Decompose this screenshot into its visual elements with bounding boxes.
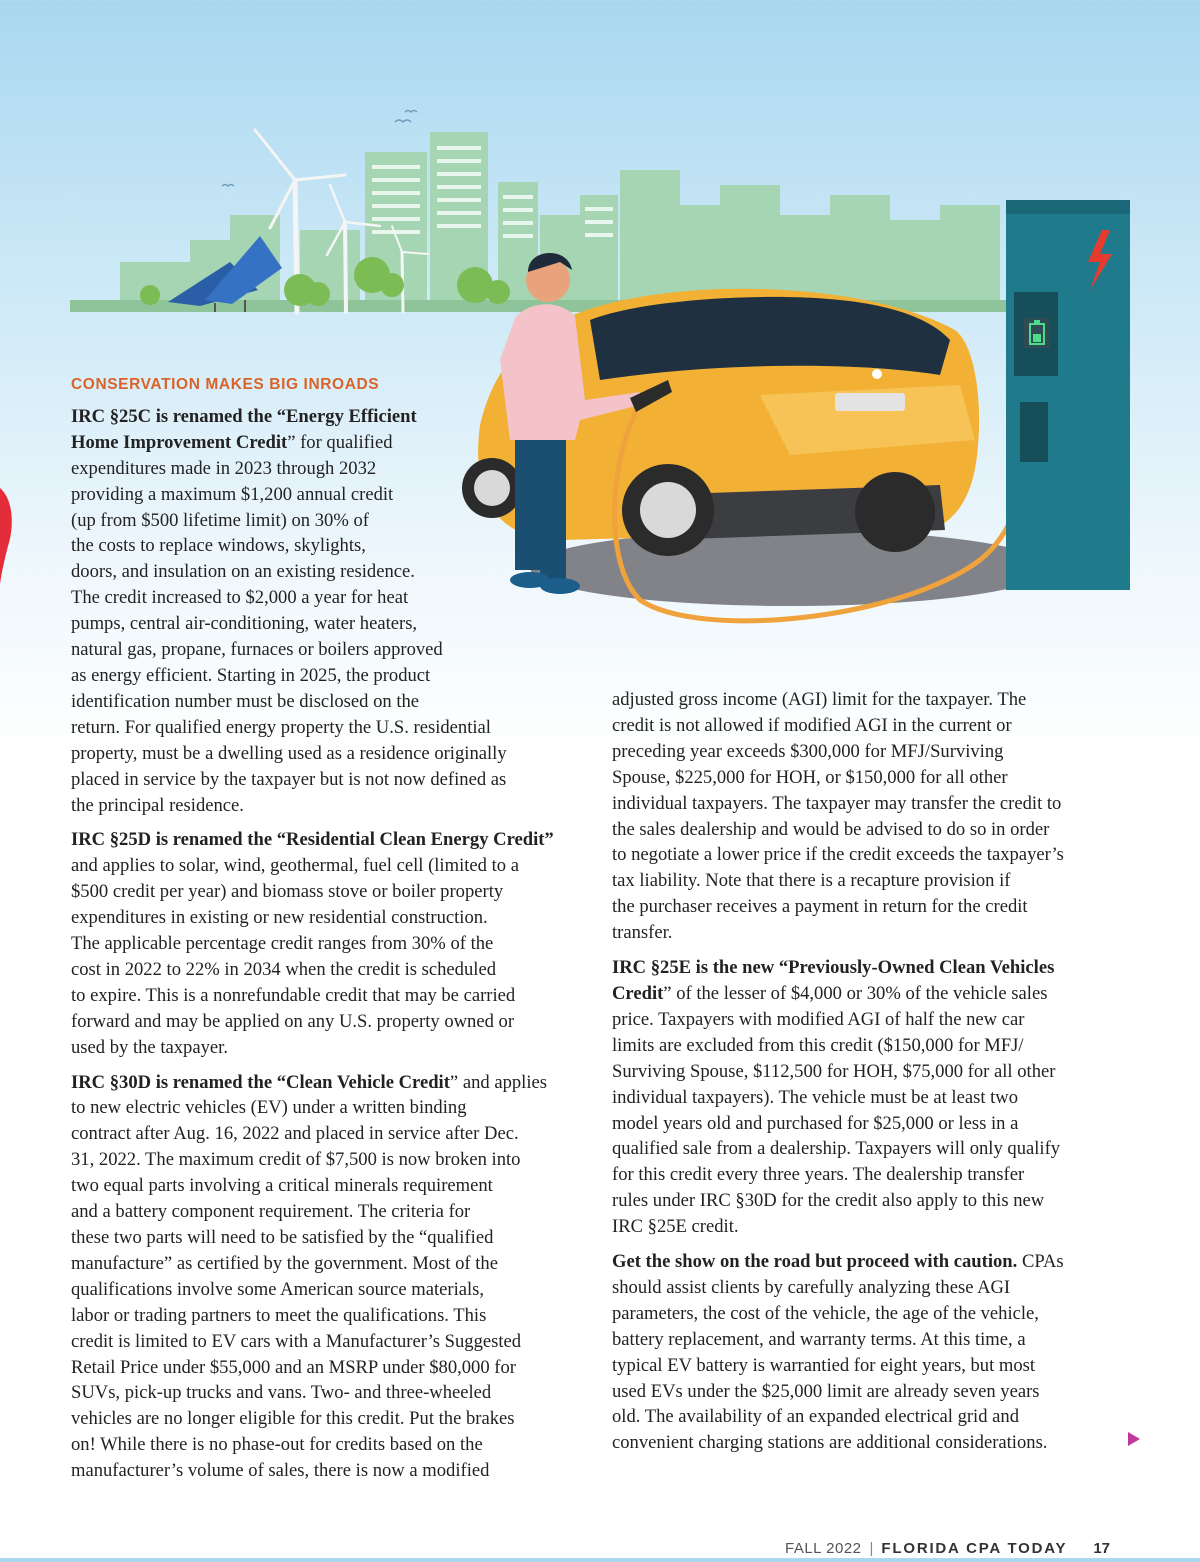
text-line: the costs to replace windows, skylights, (71, 535, 366, 557)
text-line: Credit” of the lesser of $4,000 or 30% of the vehicle sales (612, 982, 1048, 1004)
footer-separator: | (869, 1540, 874, 1557)
paragraph-30d-continued (612, 687, 1152, 946)
text-line: 31, 2022. The maximum credit of $7,500 is now broken into (71, 1149, 521, 1171)
issue-label: FALL 2022 (785, 1540, 862, 1557)
text-line: used EVs under the $25,000 limit are already seven years (612, 1380, 1040, 1402)
text-line: Home Improvement Credit” for qualified (71, 431, 393, 453)
text-line: expenditures in existing or new residential construction. (71, 907, 488, 929)
bold-lead-25e-1: IRC §25E is the new “Previously-Owned Clean Vehicles (612, 957, 1055, 979)
text-line: the purchaser receives a payment in return for the credit (612, 896, 1028, 918)
text-line: IRC §25E credit. (612, 1216, 739, 1238)
paragraph-25d (71, 827, 591, 1060)
text-line: labor or trading partners to meet the qualifications. This (71, 1304, 487, 1326)
text-line: qualifications involve some American source materials, (71, 1278, 485, 1300)
text-line: manufacturer’s volume of sales, there is now a modified (71, 1460, 490, 1482)
text-line: and a battery component requirement. The criteria for (71, 1201, 471, 1223)
bold-lead-caution: Get the show on the road but proceed with caution. (612, 1251, 1018, 1273)
bold-lead-30d: IRC §30D is renamed the “Clean Vehicle Credit (71, 1071, 450, 1093)
charging-station (1006, 200, 1130, 590)
text-line: forward and may be applied on any U.S. property owned or (71, 1010, 515, 1032)
text-line: model years old and purchased for $25,000 or less in a (612, 1112, 1019, 1134)
text-line: identification number must be disclosed on the (71, 690, 420, 712)
text-line: Surviving Spouse, $112,500 for HOH, $75,000 for all other (612, 1060, 1056, 1082)
text-line: parameters, the cost of the vehicle, the age of the vehicle, (612, 1302, 1039, 1324)
text-line: contract after Aug. 16, 2022 and placed in service after Dec. (71, 1123, 519, 1145)
paragraph-25e (612, 955, 1152, 1240)
text-line: convenient charging stations are additional considerations. (612, 1432, 1048, 1454)
text-line: as energy efficient. Starting in 2025, the product (71, 664, 431, 686)
magazine-name: FLORIDA CPA TODAY (881, 1540, 1068, 1557)
paragraph-caution (612, 1249, 1152, 1456)
text-line: expenditures made in 2023 through 2032 (71, 457, 377, 479)
text-line: providing a maximum $1,200 annual credit (71, 483, 394, 505)
section-kicker: CONSERVATION MAKES BIG INROADS (71, 376, 380, 393)
text-line: should assist clients by carefully analyzing these AGI (612, 1276, 1011, 1298)
text-line: IRC §30D is renamed the “Clean Vehicle Credit” and applies (71, 1071, 547, 1093)
text-line: placed in service by the taxpayer but is not now defined as (71, 768, 507, 790)
text-line: tax liability. Note that there is a recapture provision if (612, 870, 1011, 892)
bold-lead-25e-2: Credit (612, 982, 664, 1004)
text-line: Retail Price under $55,000 and an MSRP under $80,000 for (71, 1356, 516, 1378)
text-line: on! While there is no phase-out for credits based on the (71, 1434, 483, 1456)
text-line: old. The availability of an expanded electrical grid and (612, 1406, 1020, 1428)
text-line: for this credit every three years. The dealership transfer (612, 1164, 1025, 1186)
paragraph-30d (71, 1070, 591, 1485)
text-line: and applies to solar, wind, geothermal, fuel cell (limited to a (71, 855, 519, 877)
text-line: $500 credit per year) and biomass stove or boiler property (71, 881, 504, 903)
text-line: used by the taxpayer. (71, 1036, 228, 1058)
triangle-right-icon (1127, 1431, 1141, 1447)
text-line: two equal parts involving a critical minerals requirement (71, 1175, 493, 1197)
text-line: individual taxpayers. The taxpayer may transfer the credit to (612, 792, 1062, 814)
text-line: manufacture” as certified by the government. Most of the (71, 1252, 498, 1274)
text-line: to expire. This is a nonrefundable credit that may be carried (71, 984, 516, 1006)
text-line: pumps, central air-conditioning, water heaters, (71, 613, 418, 635)
bold-lead-25d: IRC §25D is renamed the “Residential Clean Energy Credit” (71, 829, 554, 851)
text-line: the principal residence. (71, 794, 244, 816)
text-line: doors, and insulation on an existing residence. (71, 561, 415, 583)
text-line: return. For qualified energy property the U.S. residential (71, 716, 491, 738)
text-line: typical EV battery is warrantied for eight years, but most (612, 1354, 1036, 1376)
text-line: Get the show on the road but proceed with caution. CPAs (612, 1251, 1064, 1273)
bold-lead-25c-2: Home Improvement Credit (71, 431, 288, 453)
text-line: qualified sale from a dealership. Taxpayers will only qualify (612, 1138, 1061, 1160)
text-line: credit is limited to EV cars with a Manufacturer’s Suggested (71, 1330, 522, 1352)
text-line: The credit increased to $2,000 a year for heat (71, 587, 409, 609)
text-line: limits are excluded from this credit ($150,000 for MFJ/ (612, 1034, 1024, 1056)
text-line: adjusted gross income (AGI) limit for the taxpayer. The (612, 689, 1027, 710)
paragraph-25c (71, 404, 591, 819)
text-line: cost in 2022 to 22% in 2034 when the credit is scheduled (71, 958, 496, 980)
text-line: natural gas, propane, furnaces or boilers approved (71, 639, 443, 661)
text-line: SUVs, pick-up trucks and vans. Two- and three-wheeled (71, 1382, 492, 1404)
text-line: battery replacement, and warranty terms. At this time, a (612, 1328, 1026, 1350)
bold-lead-25c-1: IRC §25C is renamed the “Energy Efficient (71, 405, 417, 427)
text-line: the sales dealership and would be advised to do so in order (612, 818, 1050, 840)
text-line: individual taxpayers). The vehicle must be at least two (612, 1086, 1019, 1108)
text-line: (up from $500 lifetime limit) on 30% of (71, 509, 369, 531)
page-number: 17 (1093, 1540, 1110, 1557)
left-column (71, 372, 591, 1493)
text-line: to new electric vehicles (EV) under a written binding (71, 1097, 467, 1119)
page-footer (785, 1540, 1130, 1562)
text-line: price. Taxpayers with modified AGI of half the new car (612, 1008, 1025, 1030)
text-line: The applicable percentage credit ranges from 30% of the (71, 933, 494, 955)
right-column (612, 687, 1152, 1465)
heart-decoration (0, 488, 14, 584)
text-line: vehicles are no longer eligible for this credit. Put the brakes (71, 1408, 515, 1430)
text-line: transfer. (612, 922, 673, 944)
text-line: rules under IRC §30D for the credit also apply to this new (612, 1190, 1045, 1212)
text-line: preceding year exceeds $300,000 for MFJ/Surviving (612, 740, 1004, 762)
text-line: to negotiate a lower price if the credit exceeds the taxpayer’s (612, 844, 1064, 866)
text-line: property, must be a dwelling used as a residence originally (71, 742, 507, 764)
text-line: these two parts will need to be satisfied by the “qualified (71, 1227, 494, 1248)
text-line: Spouse, $225,000 for HOH, or $150,000 for all other (612, 766, 1008, 788)
text-line: credit is not allowed if modified AGI in the current or (612, 714, 1012, 736)
